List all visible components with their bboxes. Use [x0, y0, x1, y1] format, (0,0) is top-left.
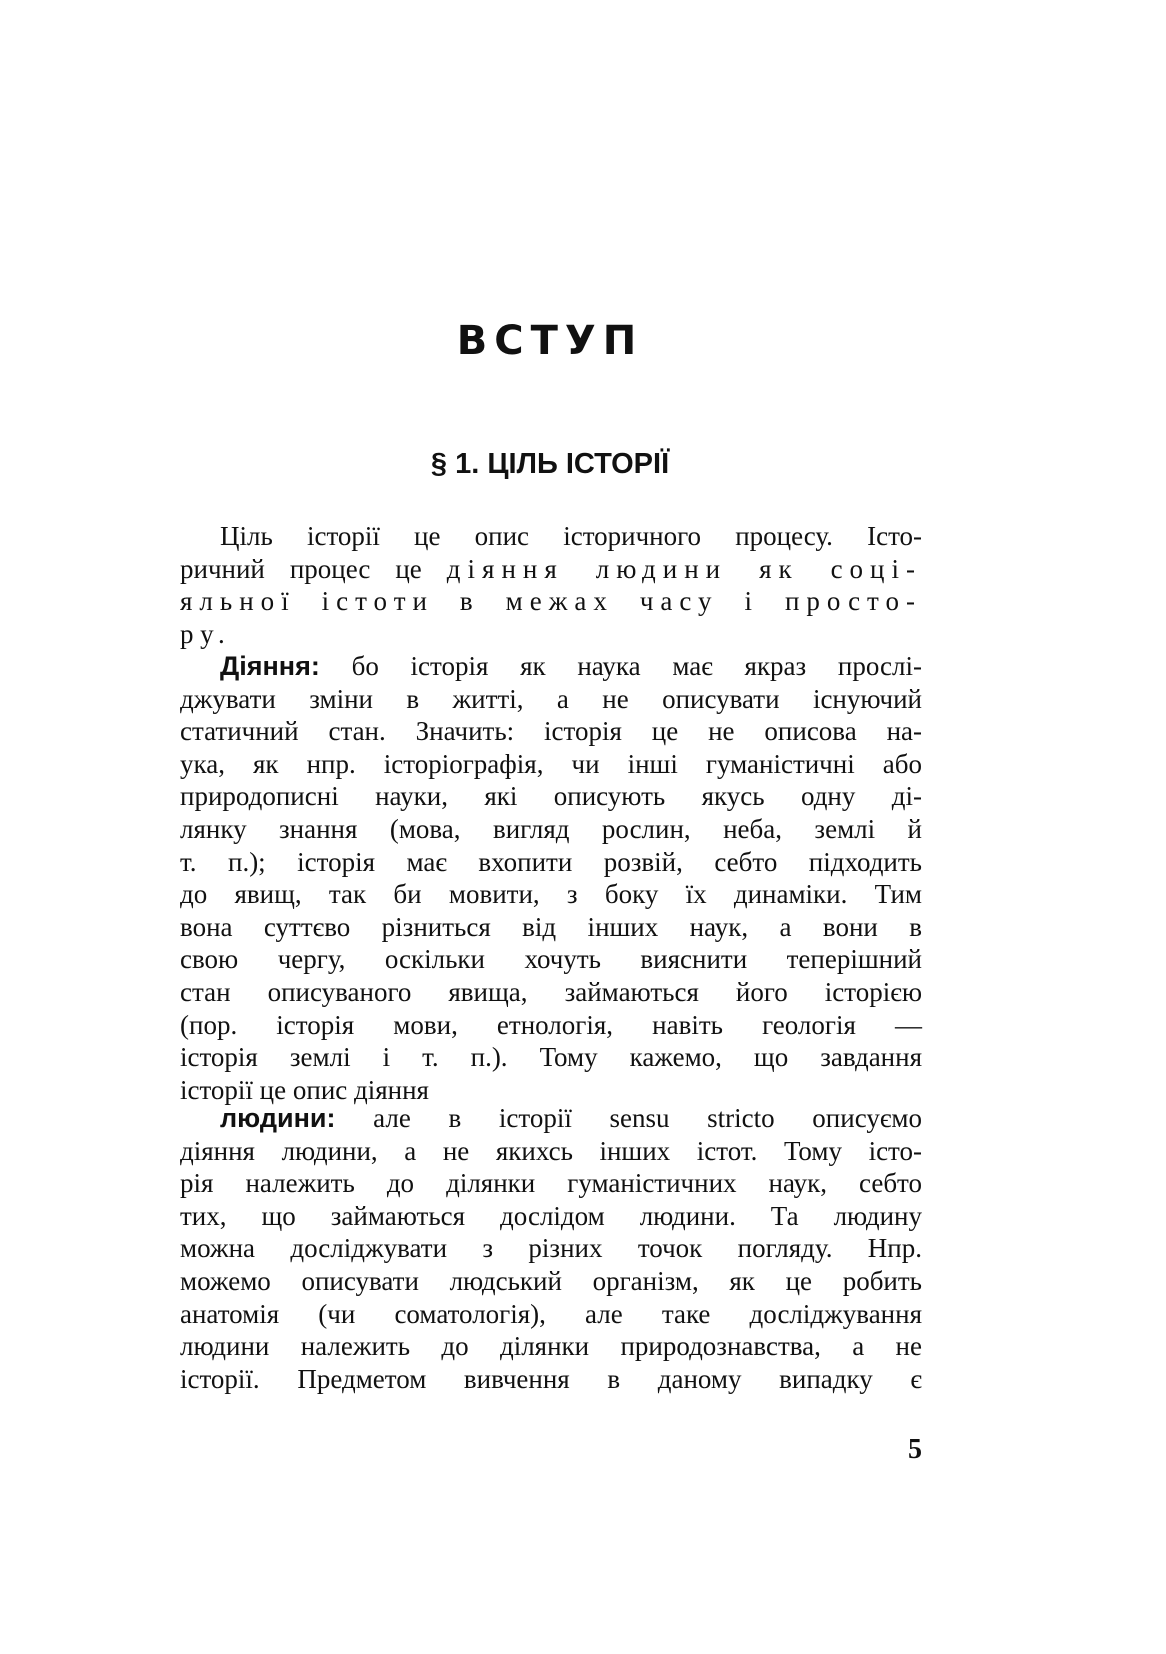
text-line: можемо описувати людський організм, як це робить: [180, 1265, 922, 1296]
spaced-emphasis: діяння людини як соці-: [446, 553, 922, 584]
text-run: ричний процес це: [180, 553, 447, 584]
text-line: [180, 650, 922, 683]
text-line: природописні науки, які описують якусь одну ді-: [180, 781, 922, 812]
text-line: джувати зміни в житті, а не описувати існуючий: [180, 683, 922, 714]
text-line: до явищ, так би мовити, з боку їх динаміки. Тим: [180, 879, 922, 910]
spaced-emphasis-line: ру.: [180, 618, 232, 649]
page-number: 5: [908, 1434, 922, 1465]
text-line: (пор. історія мови, етнологія, навіть геологія —: [180, 1009, 922, 1040]
text-line: [180, 553, 922, 586]
text-line: стан описуваного явища, займаються його історією: [180, 976, 922, 1007]
paragraph-activity: [180, 650, 922, 1106]
text-line: вона суттєво різниться від інших наук, а вони в: [180, 911, 922, 942]
paragraph-human: [180, 1102, 922, 1395]
text-line: Ціль історії це опис історичного процесу. Істо-: [220, 521, 922, 551]
text-line: [180, 1102, 922, 1135]
text-line: ука, як нпр. історіографія, чи інші гуманістичні або: [180, 748, 922, 779]
spaced-emphasis-line: яльної істоти в межах часу і просто-: [180, 586, 922, 617]
text-line: історії. Предметом вивчення в даному випадку є: [180, 1363, 922, 1394]
text-line: тих, що займаються дослідом людини. Та людину: [180, 1200, 922, 1231]
section-title: § 1. ЦІЛЬ ІСТОРІЇ: [430, 448, 670, 480]
text-line: анатомія (чи соматологія), але таке досліджування: [180, 1298, 922, 1329]
text-line: свою чергу, оскільки хочуть вияснити теперішний: [180, 944, 922, 975]
term-heading: людини:: [220, 1103, 336, 1133]
text-line: т. п.); історія має вхопити розвій, себто підходить: [180, 846, 922, 877]
term-heading: Діяння:: [220, 651, 320, 681]
text-line: людини належить до ділянки природознавства, а не: [180, 1331, 922, 1362]
text-line: історії це опис діяння: [180, 1074, 429, 1105]
text-line: лянку знання (мова, вигляд рослин, неба, землі й: [180, 813, 922, 844]
text-line: можна досліджувати з різних точок погляду. Нпр.: [180, 1233, 922, 1264]
paragraph-purpose-of-history: [180, 520, 922, 650]
text-line: історія землі і т. п.). Тому кажемо, що завдання: [180, 1042, 922, 1073]
text-line: рія належить до ділянки гуманістичних наук, себто: [180, 1168, 922, 1199]
chapter-title: ВСТУП: [456, 318, 644, 364]
text-line: статичний стан. Значить: історія це не описова на-: [180, 716, 922, 747]
text-run: бо історія як наука має якраз прослі-: [319, 651, 922, 681]
text-run: але в історії sensu stricto описуємо: [335, 1103, 922, 1133]
text-line: діяння людини, а не якихсь інших істот. Тому істо-: [180, 1135, 922, 1166]
